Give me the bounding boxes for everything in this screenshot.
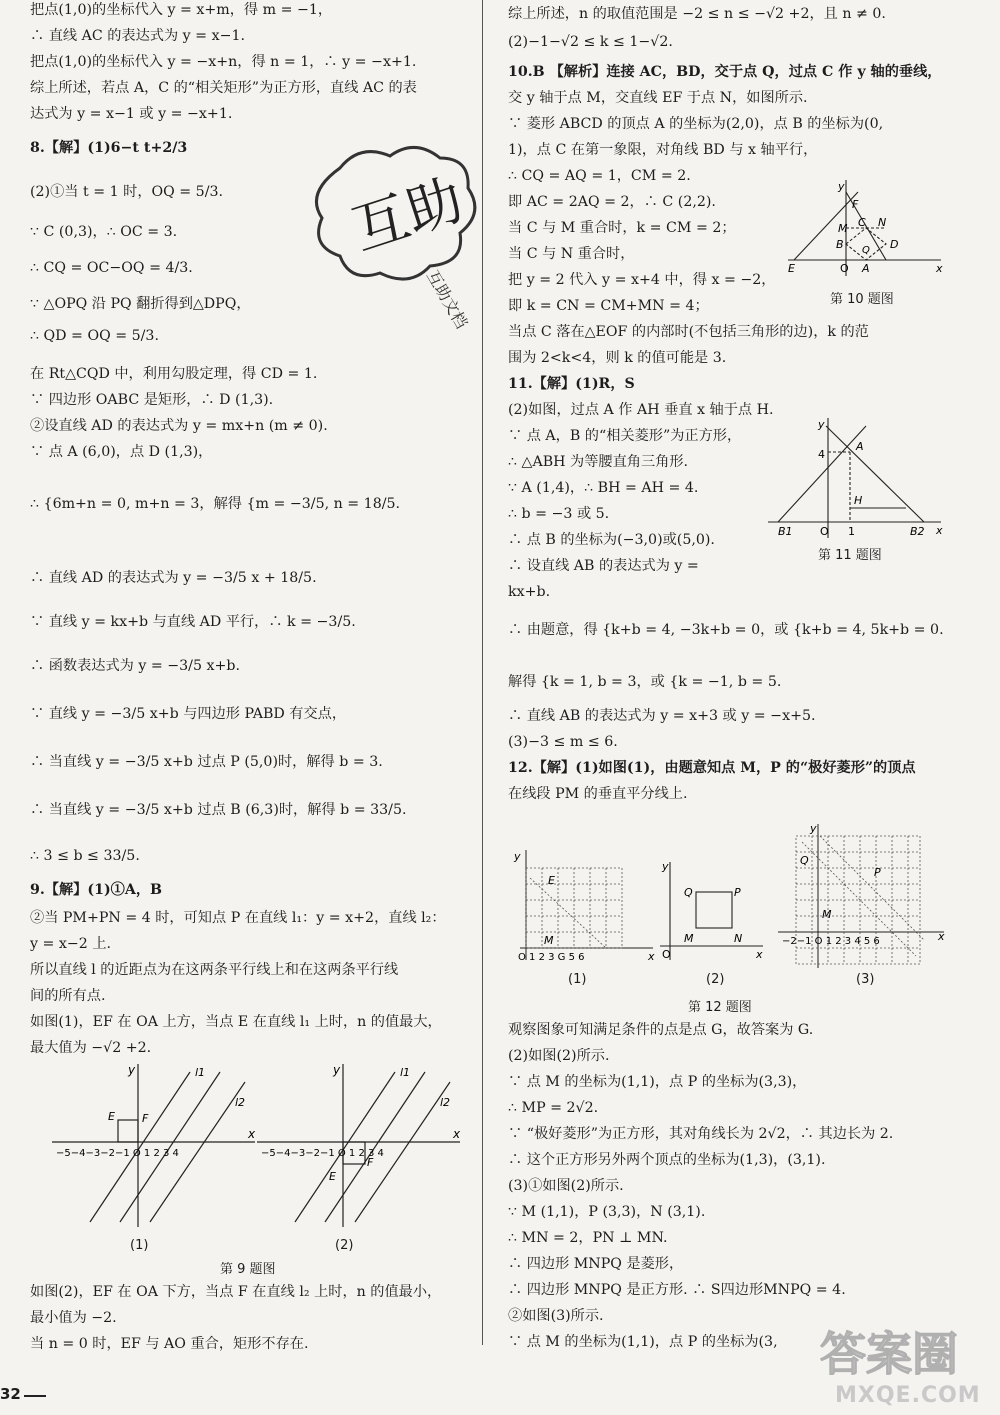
line-label-l1: l1 [400,1066,411,1079]
text-line: 如图(2)，EF 在 OA 下方，当点 F 在直线 l₂ 上时，n 的值最小， [30,1284,442,1300]
text-line: ∴ 这个正方形另外两个顶点的坐标为(1,3)，(3,1). [508,1152,826,1168]
text-line: 即 k = CN = CM+MN = 4； [508,298,709,314]
figure-11 [766,416,946,541]
text-line: ∴ 点 B 的坐标为(−3,0)或(5,0). [508,532,715,548]
text-line: 当点 C 落在△EOF 的内部时(不包括三角形的边)，k 的范 [508,324,869,340]
line-label-l2: l2 [235,1096,246,1109]
text-line: 当 C 与 N 重合时， [508,246,635,262]
text-line: ∵ C (0,3)，∴ OC = 3. [30,224,178,240]
text-line: (3)−3 ≤ m ≤ 6. [508,734,618,750]
point-label-e: E [108,1110,115,1123]
text-line: 把点(1,0)的坐标代入 y = x+m，得 m = −1， [30,2,333,18]
origin-label: O [820,525,829,538]
text-line: ∵ 直线 y = −3/5 x+b 与四边形 PABD 有交点， [30,706,347,722]
page-number-dash [24,1395,46,1397]
text-line: 当 C 与 M 重合时，k = CM = 2； [508,220,736,236]
axis-label-x: x [936,262,943,275]
figure-10-caption: 第 10 题图 [830,292,894,307]
figure-12-sub-3: (3) [856,972,875,987]
text-line: ∵ M (1,1)，P (3,3)，N (3,1). [508,1204,706,1220]
figure-12-sub-1: (1) [568,972,587,987]
watermark-logo-text: 答案圈 [820,1327,958,1381]
point-label-h: H [854,494,863,507]
text-line: ∴ MP = 2√2. [508,1100,599,1116]
text-line: ∴ 直线 AB 的表达式为 y = x+3 或 y = −x+5. [508,708,816,724]
figure-9-1 [50,1062,260,1232]
text-line: 1)，点 C 在第一象限，对角线 BD 与 x 轴平行， [508,142,818,158]
axis-label-y: y [514,850,521,863]
point-label-q: Q [800,854,809,867]
point-label-n: N [734,932,743,945]
text-line: ∴ 设直线 AB 的表达式为 y = [508,558,699,574]
point-label-b1: B1 [778,525,793,538]
point-label-q: Q [684,886,693,899]
figure-11-caption: 第 11 题图 [818,548,882,563]
text-line: 间的所有点. [30,988,106,1004]
point-label-p: P [874,866,881,879]
equation-system: 解得 {k = 1, b = 3，或 {k = −1, b = 5. [508,674,782,690]
text-line: 观察图象可知满足条件的点是点 G，故答案为 G. [508,1022,814,1038]
equation-system: ∴ 由题意，得 {k+b = 4, −3k+b = 0，或 {k+b = 4, 5k+b = 0. [508,622,944,638]
figure-10 [786,178,946,278]
axis-label-y: y [333,1063,341,1077]
text-line: ∴ 四边形 MNPQ 是正方形. ∴ S四边形MNPQ = 4. [508,1282,846,1298]
point-label-a: A [856,440,864,453]
text-line: ∵ 点 M 的坐标为(1,1)，点 P 的坐标为(3,3)， [508,1074,807,1090]
stamp-text: 互助 [344,167,472,264]
text-line: ∵ 点 A (6,0)，点 D (1,3)， [30,444,213,460]
text-line: ∴ 3 ≤ b ≤ 33/5. [30,848,140,864]
axis-label-y: y [810,822,817,835]
text-line: ∴ 直线 AD 的表达式为 y = −3/5 x + 18/5. [30,570,317,586]
figure-9-caption: 第 9 题图 [220,1262,276,1277]
text-line: ∵ 直线 y = kx+b 与直线 AD 平行，∴ k = −3/5. [30,614,356,630]
point-label-m: M [544,934,554,947]
text-line: 围为 2<k<4，则 k 的值可能是 3. [508,350,727,366]
axis-label-x: x [248,1127,256,1141]
equation-system: ∴ {6m+n = 0, m+n = 3，解得 {m = −3/5, n = 18/5. [30,496,401,512]
tick-label-4: 4 [818,448,825,461]
text-line: 所以直线 l 的近距点为在这两条平行线上和在这两条平行线 [30,962,399,978]
figure-12-caption: 第 12 题图 [688,1000,752,1015]
tick-labels-x: O 1 2 3 G 5 6 [518,952,585,963]
figure-12-sub-2: (2) [706,972,725,987]
text-line: ∴ MN = 2，PN ⊥ MN. [508,1230,668,1246]
line-label-l1: l1 [195,1066,206,1079]
text-line: ∵ 点 M 的坐标为(1,1)，点 P 的坐标为(3, [508,1334,778,1350]
problem-12-heading: 12.【解】(1)如图(1)，由题意知点 M，P 的“极好菱形”的顶点 [508,760,916,776]
text-line: 如图(1)，EF 在 OA 上方，当点 E 在直线 l₁ 上时，n 的值最大， [30,1014,442,1030]
text-line: ∴ b = −3 或 5. [508,506,610,522]
text-line: ∴ 当直线 y = −3/5 x+b 过点 B (6,3)时，解得 b = 33/5. [30,802,407,818]
text-line: (2)①当 t = 1 时，OQ = 5/3. [30,184,224,200]
text-line: ∴ 函数表达式为 y = −3/5 x+b. [30,658,240,674]
text-line: ∵ 菱形 ABCD 的顶点 A 的坐标为(2,0)，点 B 的坐标为(0, [508,116,884,132]
text-line: ∵ “极好菱形”为正方形，其对角线长为 2√2，∴ 其边长为 2. [508,1126,894,1142]
text-line: 在 Rt△CQD 中，利用勾股定理，得 CD = 1. [30,366,318,382]
point-label-e: E [548,874,555,887]
text-line: 把 y = 2 代入 y = x+4 中，得 x = −2， [508,272,776,288]
text-line: 即 AC = 2AQ = 2，∴ C (2,2). [508,194,716,210]
problem-11-heading: 11.【解】(1)R，S [508,376,635,392]
tick-labels-x: −2−1 O 1 2 3 4 5 6 [782,936,880,947]
text-line: ∴ 直线 AC 的表达式为 y = x−1. [30,28,245,44]
text-line: ∴ QD = OQ = 5/3. [30,328,159,344]
text-line: 综上所述，若点 A，C 的“相关矩形”为正方形，直线 AC 的表 [30,80,417,96]
axis-label-y: y [128,1063,136,1077]
text-line: ∴ 当直线 y = −3/5 x+b 过点 P (5,0)时，解得 b = 3. [30,754,383,770]
point-label-b2: B2 [910,525,925,538]
tick-labels-x: −5−4−3−2−1 O 1 2 3 4 [56,1148,179,1159]
point-label-f: F [852,198,859,211]
origin-label: O [840,262,849,275]
problem-8-heading: 8.【解】(1)6−t t+2/3 [30,140,188,156]
point-label-f: F [367,1156,374,1169]
text-line: y = x−2 上. [30,936,112,952]
axis-label-x: x [648,950,655,963]
text-line: ∵ A (1,4)，∴ BH = AH = 4. [508,480,699,496]
stamp [300,138,490,332]
point-label-q: Q [862,245,870,256]
point-label-b: B [836,238,844,251]
figure-12-3 [776,822,948,972]
point-label-m: M [822,908,832,921]
text-line: 把点(1,0)的坐标代入 y = −x+n，得 n = 1，∴ y = −x+1. [30,54,417,70]
stamp-side-text: 互助文档 [422,266,472,332]
axis-label-y: y [838,180,845,193]
tick-labels-x: −5−4−3−2−1 O 1 2 3 4 [261,1148,384,1159]
text-line: ∴ △ABH 为等腰直角三角形. [508,454,689,470]
axis-label-x: x [938,930,945,943]
text-line: 在线段 PM 的垂直平分线上. [508,786,688,802]
text-line: ∴ 四边形 MNPQ 是菱形， [508,1256,684,1272]
text-line: 达式为 y = x−1 或 y = −x+1. [30,106,233,122]
point-label-p: P [734,886,741,899]
point-label-a: A [862,262,870,275]
text-line: 最小值为 −2. [30,1310,117,1326]
text-line: ②当 PM+PN = 4 时，可知点 P 在直线 l₁：y = x+2，直线 l₂： [30,910,446,926]
point-label-n: N [878,216,887,229]
text-line: (3)①如图(2)所示. [508,1178,624,1194]
point-label-e: E [329,1170,336,1183]
problem-9-heading: 9.【解】(1)①A，B [30,882,163,898]
axis-label-y: y [662,860,669,873]
text-line: ∵ 四边形 OABC 是矩形，∴ D (1,3). [30,392,274,408]
figure-9-sub-2: (2) [335,1238,354,1253]
point-label-c: C [858,216,866,229]
text-line: (2)−1−√2 ≤ k ≤ 1−√2. [508,34,673,50]
watermark-logo [818,1318,998,1386]
text-line: 最大值为 −√2 +2. [30,1040,152,1056]
text-line: kx+b. [508,584,551,600]
point-label-m: M [838,222,848,235]
axis-label-x: x [453,1127,461,1141]
figure-9-sub-1: (1) [130,1238,149,1253]
figure-12-1 [508,848,658,963]
text-line: (2)如图(2)所示. [508,1048,610,1064]
text-line: (2)如图，过点 A 作 AH 垂直 x 轴于点 H. [508,402,774,418]
tick-label-1: 1 [848,525,855,538]
point-label-m: M [684,932,694,945]
figure-12-2 [658,860,768,965]
figure-9-2 [255,1062,465,1232]
axis-label-x: x [936,524,943,537]
line-label-l2: l2 [440,1096,451,1109]
text-line: ②设直线 AD 的表达式为 y = mx+n (m ≠ 0). [30,418,328,434]
text-line: 交 y 轴于点 M，交直线 EF 于点 N，如图所示. [508,90,808,106]
problem-10-heading: 10.B 【解析】连接 AC，BD，交于点 Q，过点 C 作 y 轴的垂线， [508,64,942,80]
axis-label-y: y [818,418,825,431]
page-number: 32 [0,1385,21,1403]
text-line: 综上所述，n 的取值范围是 −2 ≤ n ≤ −√2 +2，且 n ≠ 0. [508,6,886,22]
text-line: 当 n = 0 时，EF 与 AO 重合，矩形不存在. [30,1336,309,1352]
text-line: ∴ CQ = AQ = 1，CM = 2. [508,168,691,184]
text-line: ∵ △OPQ 沿 PQ 翻折得到△DPQ， [30,296,251,312]
origin-label: O [662,948,671,961]
watermark-url: MXQE.COM [835,1383,981,1408]
axis-label-x: x [756,948,763,961]
text-line: ∴ CQ = OC−OQ = 4/3. [30,260,193,276]
text-line: ②如图(3)所示. [508,1308,604,1324]
text-line: ∵ 点 A，B 的“相关菱形”为正方形， [508,428,742,444]
point-label-f: F [142,1112,149,1125]
point-label-e: E [788,262,795,275]
point-label-d: D [890,238,899,251]
